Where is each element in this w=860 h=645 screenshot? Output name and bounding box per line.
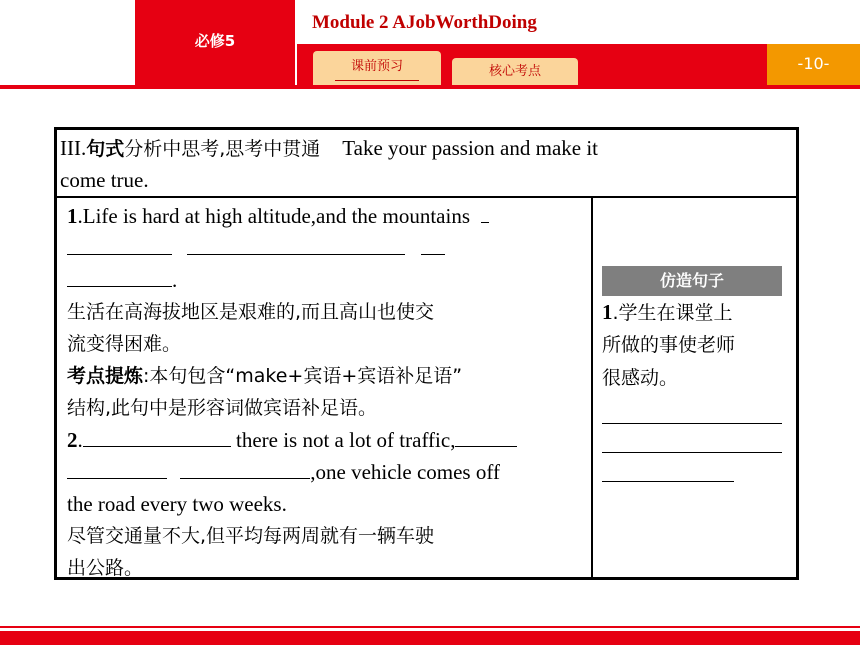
answer-blank[interactable] — [421, 234, 445, 255]
tip-line — [67, 360, 582, 392]
example-line — [67, 456, 582, 488]
example-line — [67, 200, 582, 232]
imitation-text: 很感动。 — [602, 367, 679, 389]
example-2-text: the road every two weeks. — [67, 492, 287, 516]
section-heading — [60, 133, 790, 196]
imitation-text: .学生在课堂上 — [612, 302, 733, 324]
footer-bar — [0, 631, 860, 645]
answer-blank[interactable] — [455, 426, 517, 447]
answer-blank[interactable] — [67, 458, 167, 479]
column-divider — [591, 196, 593, 577]
section-subtitle-2: come true. — [60, 168, 149, 192]
module-title: Module 2 AJobWorthDoing — [312, 12, 537, 33]
imitation-text: 所做的事使老师 — [602, 334, 736, 356]
book-label: 必修5 — [194, 32, 236, 50]
answer-blank[interactable] — [67, 234, 172, 255]
tab-preview[interactable] — [313, 51, 441, 85]
example-1-text: .Life is hard at high altitude,and the mountains — [77, 204, 470, 228]
answer-blank[interactable] — [481, 202, 489, 223]
imitation-line — [602, 296, 787, 329]
example-line — [67, 232, 582, 264]
section-title-bold: 句式 — [86, 138, 125, 160]
tip-text: 结构,此句中是形容词做宾语补足语。 — [67, 397, 378, 419]
example-line — [67, 264, 582, 296]
example-2-text: there is not a lot of traffic, — [236, 428, 456, 452]
answer-blank[interactable] — [187, 234, 405, 255]
answer-blank[interactable] — [67, 266, 172, 287]
answer-blank[interactable] — [602, 395, 782, 424]
tab-active-underline — [335, 80, 419, 81]
section-title: 分析中思考,思考中贯通 — [124, 138, 321, 160]
tab-preview-label: 课前预习 — [350, 59, 403, 74]
tip-label: 考点提炼 — [67, 365, 144, 387]
imitation-badge: 仿造句子 — [602, 266, 782, 296]
example-cell — [67, 200, 582, 584]
example-2-translation: 尽管交通量不大,但平均每两周就有一辆车驶 — [67, 525, 435, 547]
page-number: -10- — [797, 54, 830, 73]
section-roman: III. — [60, 136, 87, 160]
example-2-translation: 出公路。 — [67, 557, 144, 579]
tip-text: :本句包含“make+宾语+宾语补足语” — [143, 365, 463, 387]
example-1-number: 1 — [67, 204, 78, 228]
answer-blank[interactable] — [180, 458, 310, 479]
tab-core-points[interactable] — [452, 58, 578, 85]
tab-core-points-label: 核心考点 — [488, 64, 541, 79]
example-2-text: ,one vehicle comes off — [310, 460, 500, 484]
answer-blank[interactable] — [83, 426, 231, 447]
example-1-translation: 流变得困难。 — [67, 333, 182, 355]
sentence-table — [54, 127, 799, 580]
footer-thin-rule — [0, 626, 860, 628]
imitation-cell — [602, 200, 787, 482]
row-divider — [57, 196, 796, 198]
header-book-block — [135, 0, 295, 85]
example-line: 2. there is not a lot of traffic, — [67, 424, 582, 456]
example-2-number: 2 — [67, 428, 78, 452]
answer-blank[interactable] — [602, 453, 734, 482]
example-1-translation: 生活在高海拔地区是艰难的,而且高山也使交 — [67, 301, 435, 323]
example-1-tail: . — [172, 268, 178, 292]
imitation-number: 1 — [602, 300, 613, 324]
page-number-block — [767, 44, 860, 85]
header-divider — [0, 85, 860, 89]
answer-blank[interactable] — [602, 424, 782, 453]
section-subtitle-1: Take your passion and make it — [342, 136, 599, 160]
